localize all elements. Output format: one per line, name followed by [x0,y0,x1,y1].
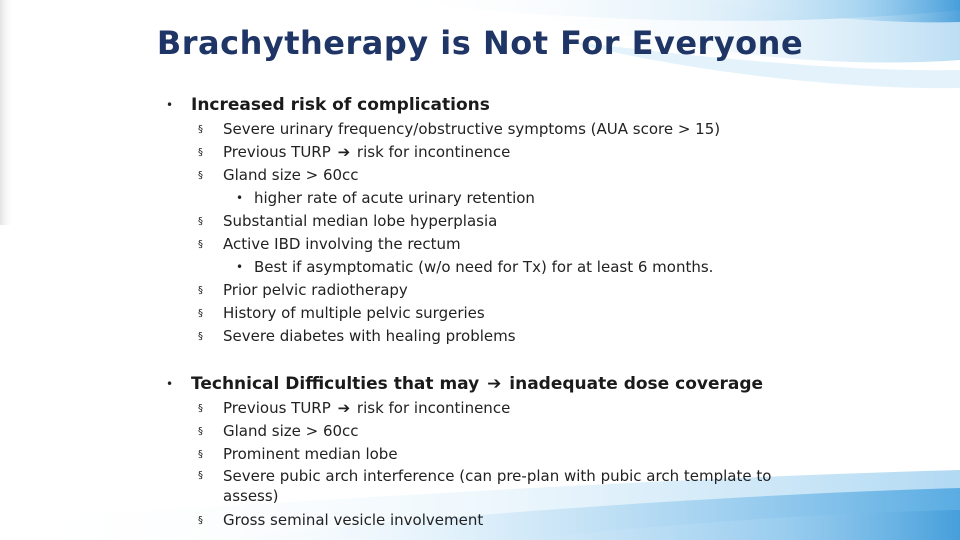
sub-bullet-marker: § [198,239,203,250]
list-item-text: Severe diabetes with healing problems [223,327,516,345]
list-item [198,164,720,187]
list-item-text: Active IBD involving the rectum [223,235,461,253]
list-item-text: Previous TURP [223,399,331,417]
list-item-text: Gross seminal vesicle involvement [223,511,484,529]
nested-bullet-marker: • [236,260,244,274]
list-item-text: risk for incontinence [356,143,511,161]
list-item-text: Gland size > 60cc [223,166,359,184]
sub-bullet-marker: § [198,515,203,526]
list-item [198,141,720,164]
arrow-right-icon: ➔ [337,399,351,417]
nested-bullet-marker: • [236,191,244,205]
sub-bullet-marker: § [198,449,203,460]
slide-title: Brachytherapy is Not For Everyone [156,24,804,62]
sub-bullet-marker: § [198,124,203,135]
sub-bullet-marker: § [198,403,203,414]
main-bullet-marker: • [166,98,174,112]
list-item [198,279,720,302]
sub-bullet-marker: § [198,147,203,158]
arrow-right-icon: ➔ [487,374,502,394]
list-item-text: Prior pelvic radiotherapy [223,281,408,299]
sub-bullet-marker: § [198,308,203,319]
list-item [198,233,720,256]
nested-list-item [198,187,720,210]
section-heading-text: Technical Difficulties that may [191,374,480,394]
main-bullet-marker: • [166,377,174,391]
list-item [198,509,803,532]
list-item-text: Prominent median lobe [223,445,398,463]
list-item-text: History of multiple pelvic surgeries [223,304,485,322]
complications-list [198,118,720,348]
list-item-text: Substantial median lobe hyperplasia [223,212,498,230]
section-heading-text: inadequate dose coverage [509,374,764,394]
section-heading [191,374,763,394]
arrow-right-icon: ➔ [337,143,351,161]
sub-bullet-marker: § [198,170,203,181]
list-item-text: Severe pubic arch interference (can pre-plan with pubic arch template to assess) [223,467,772,505]
list-item-text: risk for incontinence [356,399,511,417]
sub-bullet-marker: § [198,470,203,481]
technical-difficulties-list [198,397,803,532]
section-heading: Increased risk of complications [191,95,490,115]
list-item [198,466,803,509]
list-item-text: Gland size > 60cc [223,422,359,440]
nested-item-text: higher rate of acute urinary retention [254,189,535,207]
nested-list-item [198,256,720,279]
list-item [198,302,720,325]
sub-bullet-marker: § [198,216,203,227]
list-item [198,397,803,420]
sub-bullet-marker: § [198,331,203,342]
list-item [198,325,720,348]
list-item-text: Severe urinary frequency/obstructive symptoms (AUA score > 15) [223,120,721,138]
list-item [198,118,720,141]
list-item [198,210,720,233]
nested-item-text: Best if asymptomatic (w/o need for Tx) for at least 6 months. [254,258,714,276]
list-item-text: Previous TURP [223,143,331,161]
sub-bullet-marker: § [198,285,203,296]
list-item [198,420,803,443]
list-item [198,443,803,466]
sub-bullet-marker: § [198,426,203,437]
